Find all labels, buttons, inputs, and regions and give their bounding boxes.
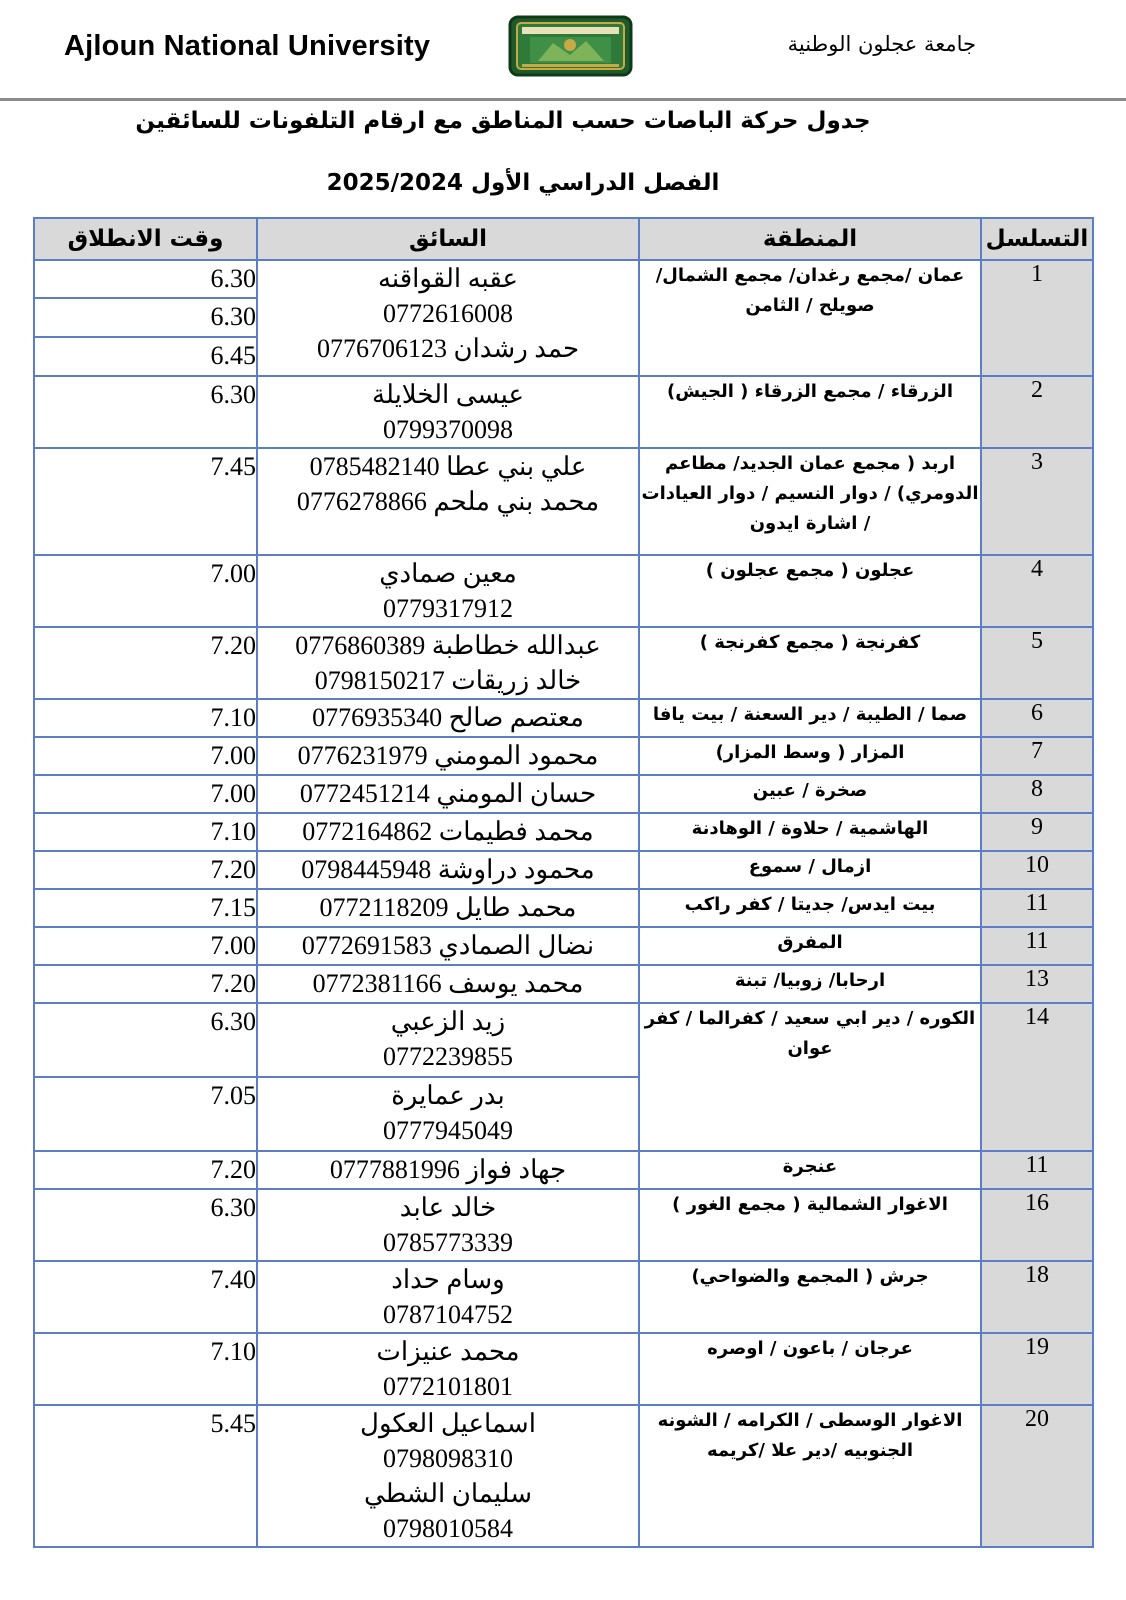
- row-sequence: 7: [981, 737, 1093, 775]
- row-driver: [257, 1189, 639, 1261]
- row-driver: [257, 851, 639, 889]
- header-sequence: التسلسل: [981, 218, 1093, 260]
- row-driver: [257, 737, 639, 775]
- table-row: [34, 376, 1093, 448]
- row-sequence: 14: [981, 1003, 1093, 1151]
- table-row: [34, 889, 1093, 927]
- row-time: 7.05: [34, 1077, 257, 1151]
- driver-line: معتصم صالح 0776935340: [312, 703, 584, 732]
- driver-line: محمد فطيمات 0772164862: [302, 817, 594, 846]
- row-area: عجلون ( مجمع عجلون ): [639, 555, 981, 627]
- row-time: 7.40: [34, 1261, 257, 1333]
- row-time: 7.00: [34, 927, 257, 965]
- row-sequence: 6: [981, 699, 1093, 737]
- row-driver: [257, 889, 639, 927]
- driver-line: معين صمادي: [379, 559, 517, 588]
- row-area: صخرة / عبين: [639, 775, 981, 813]
- row-sequence: 11: [981, 889, 1093, 927]
- row-driver: [257, 1333, 639, 1405]
- header-driver: السائق: [257, 218, 639, 260]
- driver-line: عقبه القواقنه: [377, 264, 519, 293]
- row-sequence: 16: [981, 1189, 1093, 1261]
- row-area: ازمال / سموع: [639, 851, 981, 889]
- table-row: [34, 1333, 1093, 1405]
- table-row: [34, 1261, 1093, 1333]
- row-driver: [257, 1077, 639, 1151]
- table-row: [34, 448, 1093, 555]
- header-divider: [0, 98, 1126, 101]
- row-time: 7.10: [34, 813, 257, 851]
- table-row: [34, 1003, 1093, 1077]
- row-time: 7.20: [34, 1151, 257, 1189]
- table-row: [34, 1405, 1093, 1547]
- table-row: [34, 851, 1093, 889]
- header-departure: وقت الانطلاق: [34, 218, 257, 260]
- driver-line: محمود المومني 0776231979: [297, 741, 599, 770]
- driver-line: 0772239855: [383, 1042, 513, 1071]
- row-sequence: 11: [981, 927, 1093, 965]
- row-area: الهاشمية / حلاوة / الوهادنة: [639, 813, 981, 851]
- row-sequence: 8: [981, 775, 1093, 813]
- driver-line: علي بني عطا 0785482140: [309, 452, 587, 481]
- driver-line: وسام حداد: [391, 1265, 505, 1294]
- driver-line: خالد زريقات 0798150217: [314, 666, 582, 695]
- row-time: 7.00: [34, 737, 257, 775]
- page-header: [0, 0, 1126, 100]
- table-row: [34, 927, 1093, 965]
- table-row: [34, 737, 1093, 775]
- row-driver: [257, 1261, 639, 1333]
- row-time: 7.10: [34, 699, 257, 737]
- driver-line: سليمان الشطي: [363, 1479, 533, 1508]
- row-area: عمان /مجمع رغدان/ مجمع الشمال/ صويلح / الثامن: [639, 260, 981, 376]
- header-area: المنطقة: [639, 218, 981, 260]
- row-area: المزار ( وسط المزار): [639, 737, 981, 775]
- row-area: بيت ايدس/ جديتا / كفر راكب: [639, 889, 981, 927]
- row-driver: [257, 927, 639, 965]
- row-time: 6.30: [34, 298, 257, 337]
- table-row: [34, 699, 1093, 737]
- row-area: كفرنجة ( مجمع كفرنجة ): [639, 627, 981, 699]
- table-row: [34, 1151, 1093, 1189]
- driver-line: محمد يوسف 0772381166: [312, 969, 584, 998]
- driver-line: محمود دراوشة 0798445948: [301, 855, 595, 884]
- table-row: [34, 627, 1093, 699]
- driver-line: 0777945049: [383, 1116, 513, 1145]
- table-row: [34, 965, 1093, 1003]
- row-driver: [257, 699, 639, 737]
- row-area: صما / الطيبة / دير السعنة / بيت يافا: [639, 699, 981, 737]
- row-driver: [257, 376, 639, 448]
- row-time: 7.20: [34, 965, 257, 1003]
- driver-line: 0787104752: [383, 1300, 513, 1329]
- row-sequence: 20: [981, 1405, 1093, 1547]
- table-header-row: [34, 218, 1093, 260]
- row-area: اربد ( مجمع عمان الجديد/ مطاعم الدومري) / دوار النسيم / دوار العيادات / اشارة ايدون: [639, 448, 981, 555]
- row-area: عرجان / باعون / اوصره: [639, 1333, 981, 1405]
- row-area: ارحابا/ زوبيا/ تبنة: [639, 965, 981, 1003]
- row-time: 7.00: [34, 555, 257, 627]
- university-name-ar: جامعة عجلون الوطنية: [787, 32, 976, 56]
- driver-line: 0772616008: [383, 299, 513, 328]
- table-row: [34, 1189, 1093, 1261]
- row-time: 7.00: [34, 775, 257, 813]
- driver-line: بدر عمايرة: [391, 1081, 505, 1110]
- row-driver: [257, 555, 639, 627]
- row-driver: [257, 448, 639, 555]
- row-area: جرش ( المجمع والضواحي): [639, 1261, 981, 1333]
- row-sequence: 10: [981, 851, 1093, 889]
- row-sequence: 1: [981, 260, 1093, 376]
- row-time: 6.30: [34, 1003, 257, 1077]
- row-driver: [257, 965, 639, 1003]
- row-time: 7.10: [34, 1333, 257, 1405]
- row-area: المفرق: [639, 927, 981, 965]
- driver-line: نضال الصمادي 0772691583: [301, 931, 595, 960]
- university-name-en: Ajloun National University: [64, 30, 431, 62]
- driver-line: جهاد فواز 0777881996: [329, 1155, 567, 1184]
- driver-line: 0798010584: [383, 1514, 513, 1543]
- row-sequence: 18: [981, 1261, 1093, 1333]
- table-row: [34, 775, 1093, 813]
- row-time: 7.20: [34, 627, 257, 699]
- row-sequence: 5: [981, 627, 1093, 699]
- row-driver: [257, 1151, 639, 1189]
- driver-line: 0779317912: [383, 594, 513, 623]
- driver-line: حمد رشدان 0776706123: [316, 334, 580, 363]
- driver-line: 0785773339: [383, 1228, 513, 1257]
- row-area: الزرقاء / مجمع الزرقاء ( الجيش): [639, 376, 981, 448]
- driver-line: محمد عنيزات: [376, 1337, 520, 1366]
- table-row: [34, 260, 1093, 298]
- row-driver: [257, 1003, 639, 1077]
- row-sequence: 9: [981, 813, 1093, 851]
- driver-line: عبدالله خطاطبة 0776860389: [295, 631, 601, 660]
- row-time: 6.30: [34, 1189, 257, 1261]
- semester-title: الفصل الدراسي الأول 2025/2024: [326, 170, 720, 196]
- row-sequence: 2: [981, 376, 1093, 448]
- table-row: [34, 813, 1093, 851]
- driver-line: محمد بني ملحم 0776278866: [296, 487, 600, 516]
- row-driver: [257, 775, 639, 813]
- table-row: [34, 555, 1093, 627]
- row-area: عنجرة: [639, 1151, 981, 1189]
- row-time: 7.15: [34, 889, 257, 927]
- driver-line: حسان المومني 0772451214: [299, 779, 597, 808]
- driver-line: اسماعيل العكول: [360, 1409, 536, 1438]
- row-time: 7.45: [34, 448, 257, 555]
- row-driver: [257, 813, 639, 851]
- row-sequence: 19: [981, 1333, 1093, 1405]
- driver-line: 0772101801: [383, 1372, 513, 1401]
- row-area: الاغوار الشمالية ( مجمع الغور ): [639, 1189, 981, 1261]
- driver-line: خالد عابد: [399, 1193, 497, 1222]
- row-sequence: 3: [981, 448, 1093, 555]
- driver-line: عيسى الخلايلة: [372, 380, 524, 409]
- row-driver: [257, 260, 639, 376]
- row-time: 6.30: [34, 376, 257, 448]
- driver-line: محمد طايل 0772118209: [319, 893, 577, 922]
- row-area: الكوره / دير ابي سعيد / كفرالما / كفر عوان: [639, 1003, 981, 1151]
- driver-line: زيد الزعبي: [390, 1007, 506, 1036]
- driver-line: 0798098310: [383, 1444, 513, 1473]
- row-time: 5.45: [34, 1405, 257, 1547]
- row-driver: [257, 627, 639, 699]
- row-driver: [257, 1405, 639, 1547]
- university-logo: [508, 15, 633, 77]
- schedule-title: جدول حركة الباصات حسب المناطق مع ارقام التلفونات للسائقين: [135, 108, 871, 134]
- row-sequence: 11: [981, 1151, 1093, 1189]
- row-time: 7.20: [34, 851, 257, 889]
- driver-line: 0799370098: [383, 415, 513, 444]
- row-sequence: 4: [981, 555, 1093, 627]
- row-area: الاغوار الوسطى / الكرامه / الشونه الجنوبيه /دير علا /كريمه: [639, 1405, 981, 1547]
- bus-schedule-table: [33, 217, 1094, 1548]
- row-sequence: 13: [981, 965, 1093, 1003]
- row-time: 6.45: [34, 337, 257, 376]
- row-time: 6.30: [34, 260, 257, 298]
